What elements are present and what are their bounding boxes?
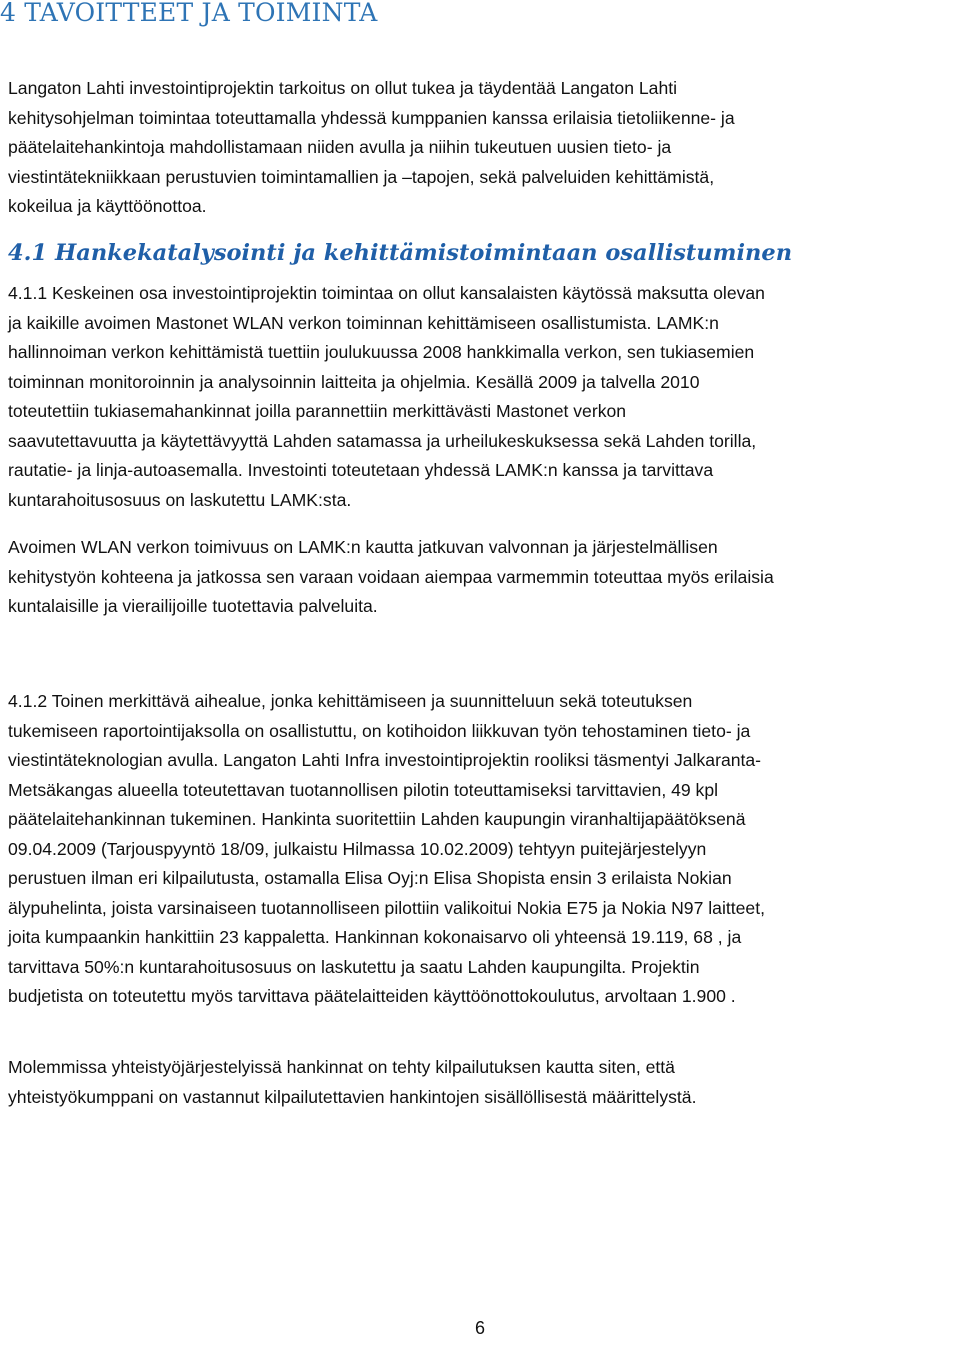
section-4-1-2-paragraph <box>8 687 958 1012</box>
paragraph-line: tukemiseen raportointijaksolla on osallistuttu, on kotihoidon liikkuvan työn tehostaminen tieto- ja <box>8 720 751 741</box>
paragraph-line: joita kumpaankin hankittiin 23 kappaletta. Hankinnan kokonaisarvo oli yhteensä 19.119, 68 , ja <box>8 927 742 947</box>
paragraph-line: viestintäteknologian avulla. Langaton Lahti Infra investointiprojektin rooliksi täsmentyi Jalkaranta- <box>8 750 762 770</box>
paragraph-line: saavutettavuutta ja käytettävyyttä Lahden satamassa ja urheilukeskuksessa sekä Lahden torilla, <box>8 430 757 451</box>
intro-paragraph <box>8 74 958 222</box>
paragraph-line: Metsäkangas alueella toteutettavan tuotannollisen pilotin toteuttamiseksi tarvittavien, 49 kpl <box>8 779 719 800</box>
paragraph-line: kehitystyön kohteena ja jatkossa sen varaan voidaan aiempaa varmemmin toteuttaa myös erilaisia <box>8 566 774 587</box>
paragraph-line: hallinnoiman verkon kehittämistä tuettiin joulukuussa 2008 hankkimalla verkon, sen tukiasemien <box>8 342 755 362</box>
paragraph-line: päätelaitehankintoja mahdollistamaan niiden avulla ja niihin tukeutuen uusien tieto- ja <box>8 137 672 157</box>
page-number: 6 <box>474 1318 485 1338</box>
paragraph-line: ja kaikille avoimen Mastonet WLAN verkon toiminnan kehittämiseen osallistumista. LAMK:n <box>8 312 719 333</box>
paragraph-line: kuntalaisille ja vierailijoille tuotettavia palveluita. <box>8 596 378 616</box>
paragraph-line: budjetista on toteutettu myös tarvittava päätelaitteiden käyttöönottokoulutus, arvoltaan 1.900 . <box>8 986 736 1006</box>
paragraph-line: Avoimen WLAN verkon toimivuus on LAMK:n kautta jatkuvan valvonnan ja järjestelmällisen <box>8 537 718 557</box>
section-heading: 4 TAVOITTEET JA TOIMINTA <box>0 0 378 27</box>
closing-paragraph <box>8 1053 958 1112</box>
subsection-heading: 4.1 Hankekatalysointi ja kehittämistoimintaan osallistuminen <box>8 240 793 266</box>
paragraph-line: tarvittava 50%:n kuntarahoitusosuus on laskutettu ja saatu Lahden kaupungilta. Projektin <box>8 956 700 977</box>
section-4-1-1-paragraph <box>8 279 958 515</box>
paragraph-line: 09.04.2009 (Tarjouspyyntö 18/09, julkaistu Hilmassa 10.02.2009) tehtyyn puitejärjestelyyn <box>8 838 707 859</box>
paragraph-line: älypuhelinta, joista varsinaiseen tuotannolliseen pilottiin valikoitui Nokia E75 ja Nokia N97 laitteet, <box>8 897 765 918</box>
paragraph-line: rautatie- ja linja-autoasemalla. Investointi toteutetaan yhdessä LAMK:n kanssa ja tarvittava <box>8 460 714 480</box>
paragraph-line: kehitysohjelman toimintaa toteuttamalla yhdessä kumppanien kanssa erilaisia tietoliikenne- ja <box>8 107 735 128</box>
paragraph-line: kokeilua ja käyttöönottoa. <box>8 196 207 216</box>
paragraph-line: viestintätekniikkaan perustuvien toimintamallien ja –tapojen, sekä palveluiden kehittämistä, <box>8 166 715 187</box>
paragraph-line: päätelaitehankinnan tukeminen. Hankinta suoritettiin Lahden kaupungin viranhaltijapäätöksenä <box>8 809 746 829</box>
paragraph-line: kuntarahoitusosuus on laskutettu LAMK:sta. <box>8 489 352 510</box>
paragraph-line: Langaton Lahti investointiprojektin tarkoitus on ollut tukea ja täydentää Langaton Lahti <box>8 78 678 98</box>
paragraph-line: 4.1.2 Toinen merkittävä aihealue, jonka kehittämiseen ja suunnitteluun sekä toteutuksen <box>8 691 693 711</box>
paragraph-line: toiminnan monitoroinnin ja analysoinnin laitteita ja ohjelmia. Kesällä 2009 ja talvella 2010 <box>8 371 700 392</box>
paragraph-line: toteutettiin tukiasemahankinnat joilla parannettiin merkittävästi Mastonet verkon <box>8 401 627 421</box>
paragraph-line: Molemmissa yhteistyöjärjestelyissä hankinnat on tehty kilpailutuksen kautta siten, että <box>8 1057 675 1077</box>
paragraph-line: perustuen ilman eri kilpailutusta, ostamalla Elisa Oyj:n Elisa Shopista ensin 3 erilaista Nokian <box>8 868 732 888</box>
paragraph-line: yhteistyökumppani on vastannut kilpailutettavien hankintojen sisällöllisestä määrittelystä. <box>8 1086 697 1107</box>
wlan-paragraph <box>8 533 958 622</box>
paragraph-line: 4.1.1 Keskeinen osa investointiprojektin toimintaa on ollut kansalaisten käytössä maksutta olevan <box>8 283 765 303</box>
